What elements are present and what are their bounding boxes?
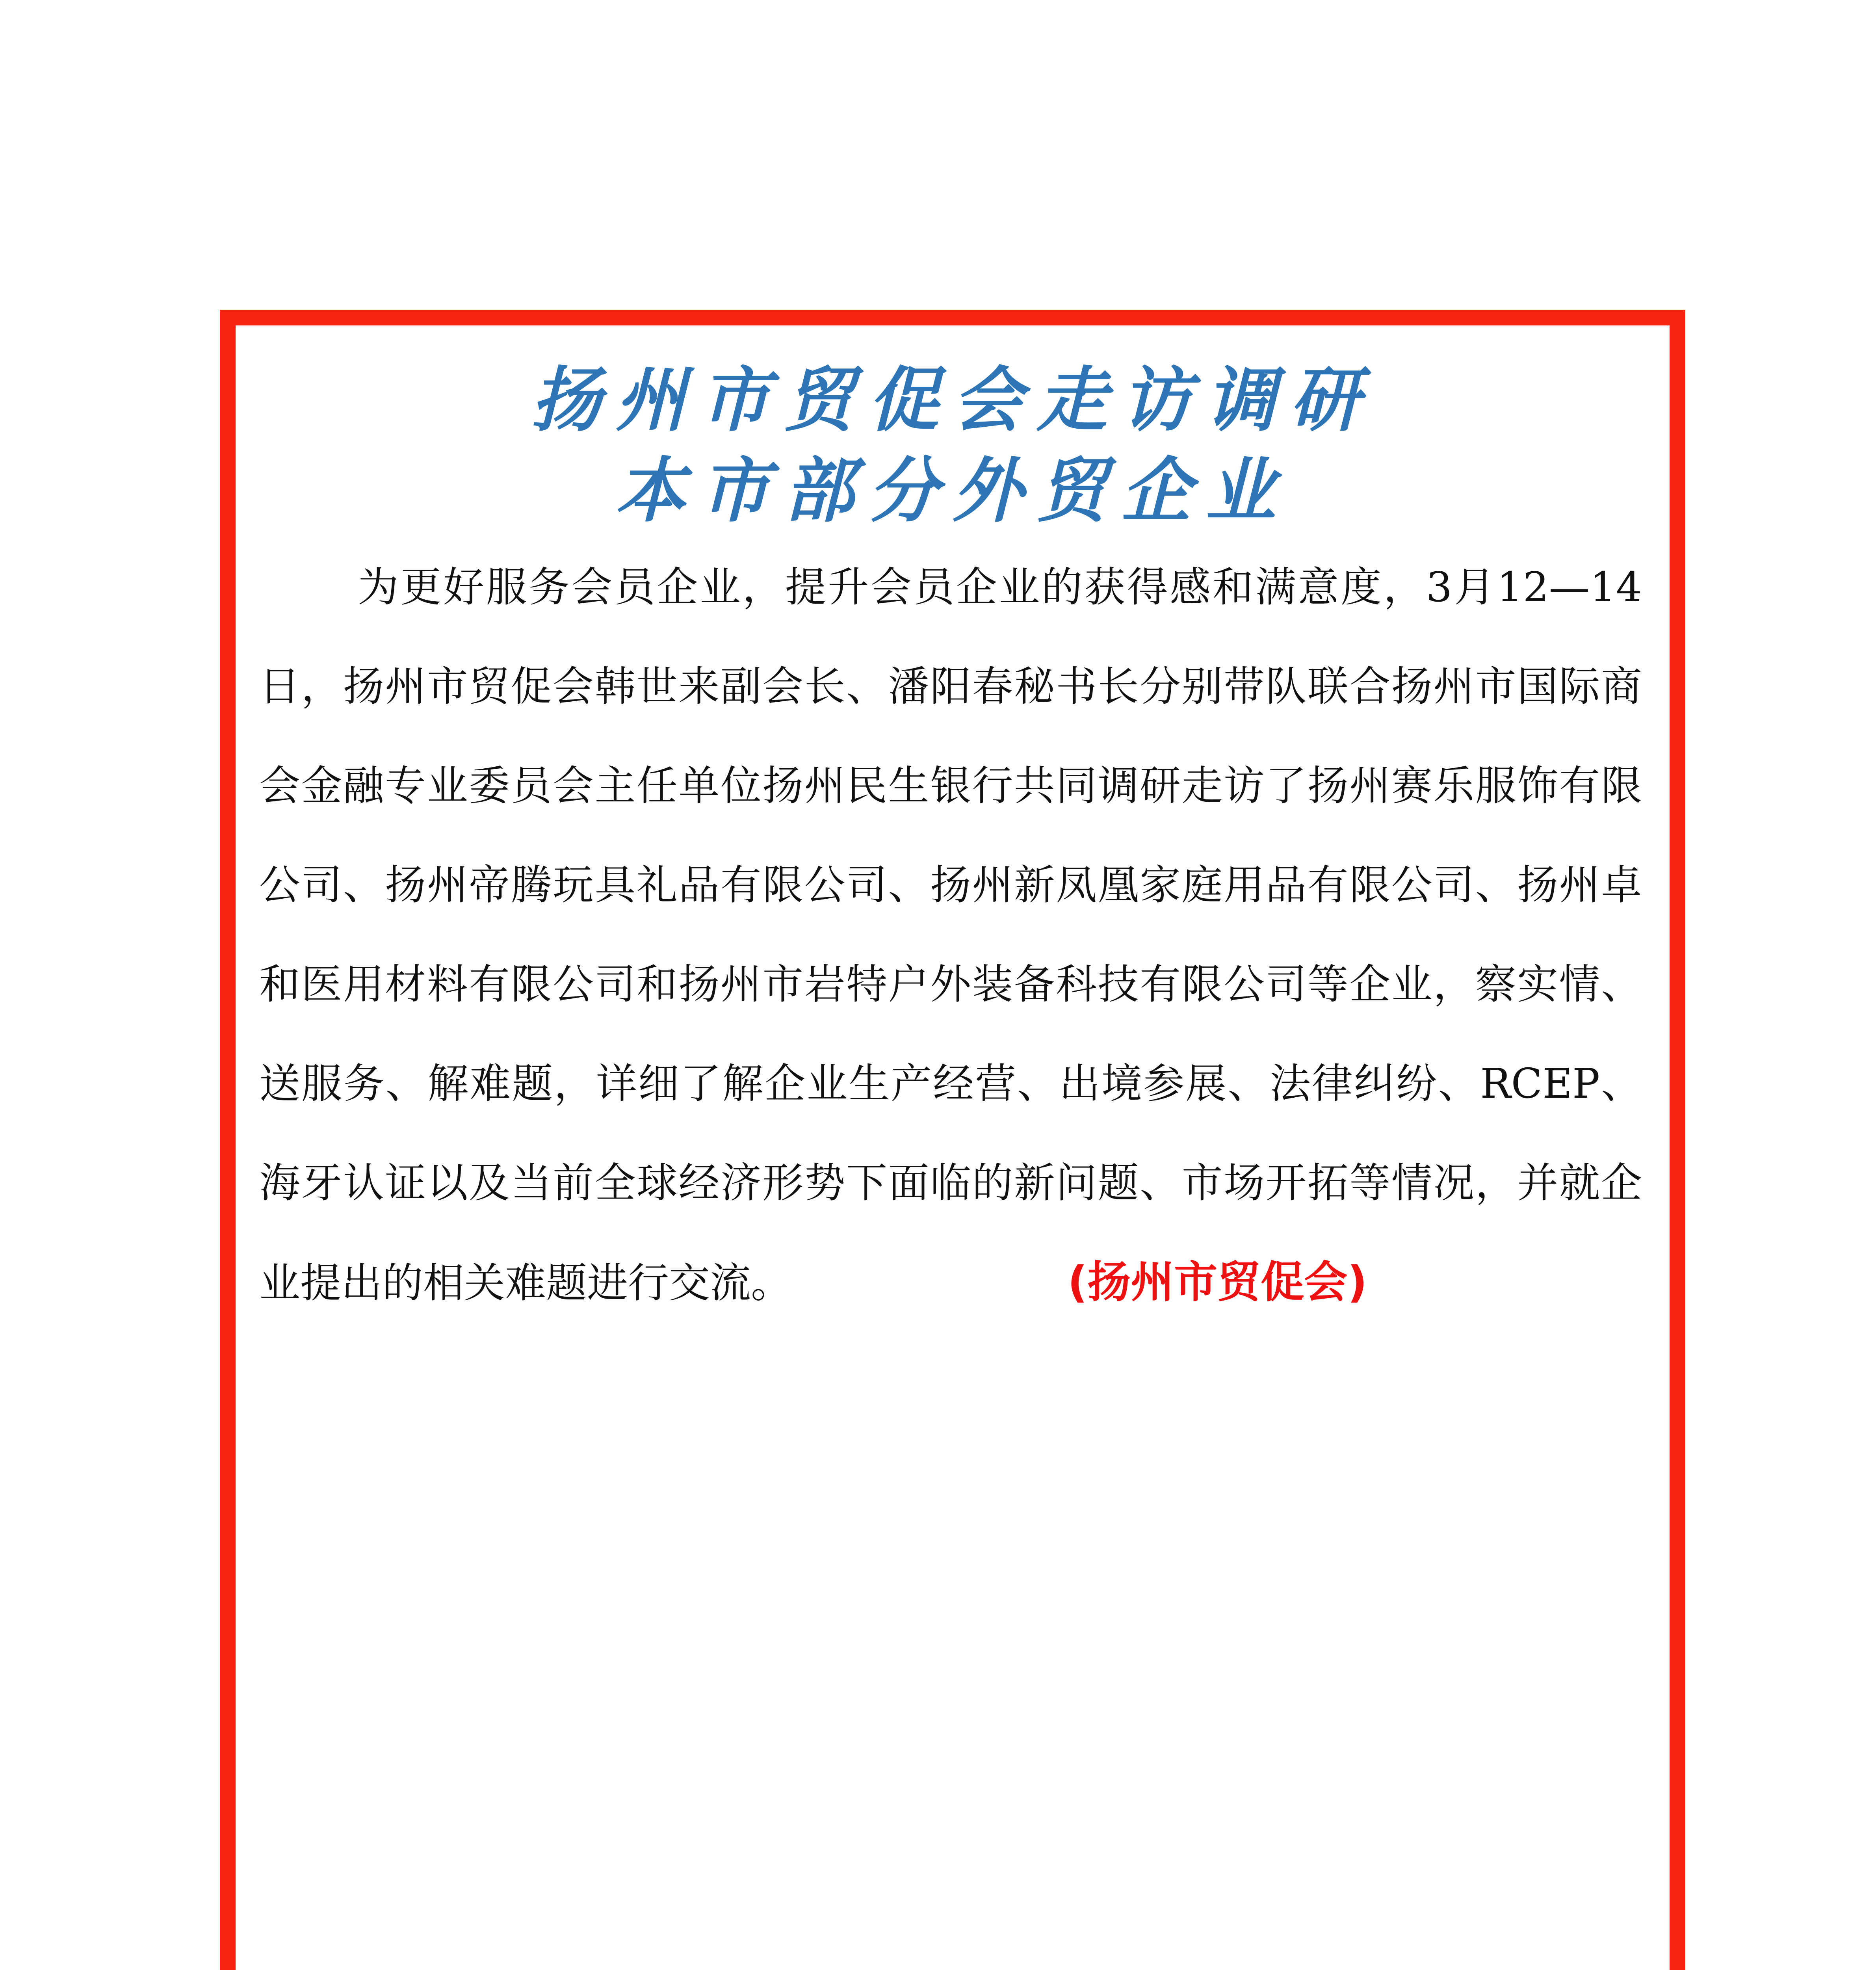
article-title-line-1: 扬州市贸促会走访调研 xyxy=(531,359,1374,441)
article-title-line-2: 本市部分外贸企业 xyxy=(615,449,1290,532)
article-source: (扬州市贸促会) xyxy=(1068,1257,1367,1307)
article-frame xyxy=(220,310,1685,1970)
article-body xyxy=(259,537,1642,1333)
article-paragraph: 为更好服务会员企业，提升会员企业的获得感和满意度，3月12—14日，扬州市贸促会韩世来副会长、潘阳春秘书长分别带队联合扬州市国际商会金融专业委员会主任单位扬州民生银行共同调研走访了扬州赛乐服饰有限公司、扬州帝腾玩具礼品有限公司、扬州新凤凰家庭用品有限公司、扬州卓和医用材料有限公司和扬州市岩特户外装备科技有限公司等企业，察实情、送服务、解难题，详细了解企业生产经营、出境参展、法律纠纷、RCEP、海牙认证以及当前全球经济形势下面临的新问题、市场开拓等情况，并就企业提出的相关难题进行交流。 xyxy=(259,563,1642,1307)
